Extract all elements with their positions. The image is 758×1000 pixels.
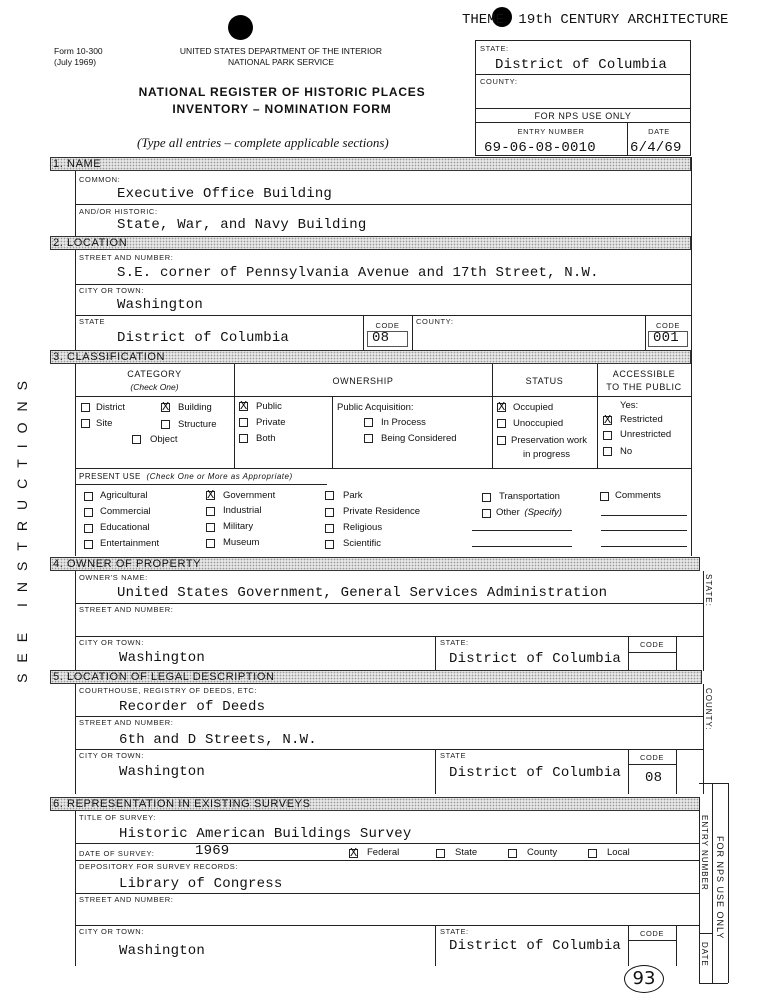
common-name-label: COMMON: [79,175,121,184]
state-code-value: 08 [372,330,390,346]
section-classification-header [50,350,691,364]
legal-code-label: CODE [639,753,665,762]
survey-title-value: Historic American Buildings Survey [119,826,412,842]
government-check-mark: X [207,488,215,502]
section-owner-title: 4. OWNER OF PROPERTY [53,558,202,570]
service-name: NATIONAL PARK SERVICE [228,57,334,67]
private-residence-label: Private Residence [343,506,421,517]
survey-city-value: Washington [119,943,206,959]
courthouse-value: Recorder of Deeds [119,699,266,715]
unoccupied-label: Unoccupied [513,418,564,429]
section-legal-header [50,670,702,684]
public-checkbox[interactable] [239,399,248,413]
military-label: Military [223,521,254,532]
comments-label: Comments [615,490,661,501]
commercial-checkbox[interactable] [84,508,93,517]
transportation-label: Transportation [499,491,560,502]
nps-use-label: FOR NPS USE ONLY [534,111,632,121]
both-label: Both [256,433,276,444]
industrial-checkbox[interactable] [206,507,215,516]
public-acquisition-label: Public Acquisition: [337,402,414,413]
no-checkbox[interactable] [603,447,612,456]
ink-blot [228,15,253,40]
status-header: STATUS [525,376,564,386]
county-box-label: COUNTY: [480,77,518,86]
educational-label: Educational [100,522,150,533]
present-use-label: PRESENT USE [79,472,141,481]
unrestricted-checkbox[interactable] [603,431,612,440]
private-residence-checkbox[interactable] [325,508,334,517]
county-survey-checkbox[interactable] [508,849,517,858]
museum-checkbox[interactable] [206,539,215,548]
state-tab-label: STATE: [704,574,713,607]
federal-label: Federal [367,847,400,858]
see-instructions-label: SEE INSTRUCTIONS [14,370,30,683]
theme-value: 19th CENTURY ARCHITECTURE [518,12,729,28]
unoccupied-checkbox[interactable] [497,419,506,428]
no-label: No [620,446,633,457]
federal-check-mark: X [350,846,358,860]
legal-code-value: 08 [645,770,663,786]
industrial-label: Industrial [223,505,262,516]
depository-value: Library of Congress [119,876,283,892]
state-survey-label: State [455,847,478,858]
entry-number-tab-label: ENTRY NUMBER [700,815,709,891]
preservation-label-2: in progress [523,449,570,460]
being-considered-label: Being Considered [381,433,457,444]
entry-number-value: 69-06-08-0010 [484,140,596,156]
check-one-note: (Check One) [130,382,179,392]
site-label: Site [96,418,113,429]
legal-street-value: 6th and D Streets, N.W. [119,732,317,748]
site-checkbox[interactable] [81,419,90,428]
agricultural-checkbox[interactable] [84,492,93,501]
date-tab-label: DATE [700,942,709,967]
survey-street-label: STREET AND NUMBER: [79,895,174,904]
section-legal-title: 5. LOCATION OF LEGAL DESCRIPTION [53,671,275,683]
building-check-mark: X [162,400,170,414]
county-survey-label: County [527,847,558,858]
park-checkbox[interactable] [325,491,334,500]
accessible-header-2: TO THE PUBLIC [606,382,682,392]
survey-city-label: CITY OR TOWN: [79,927,144,936]
page-mark-number: 93 [632,968,656,989]
page-mark [624,965,664,993]
present-use-note: (Check One or More as Appropriate) [146,472,293,481]
occupied-label: Occupied [513,402,554,413]
structure-label: Structure [178,419,217,430]
public-check-mark: X [240,399,248,413]
date-value: 6/4/69 [630,140,682,156]
form-instructions: (Type all entries – complete applicable sections) [137,135,389,150]
owner-state-label: STATE: [440,638,469,647]
restricted-check-mark: X [604,413,612,427]
section-location-title: 2. LOCATION [53,237,128,249]
military-checkbox[interactable] [206,523,215,532]
museum-label: Museum [223,537,260,548]
agency-name: UNITED STATES DEPARTMENT OF THE INTERIOR [179,46,383,56]
survey-date-value: 1969 [195,843,230,859]
category-header: CATEGORY [127,369,182,379]
survey-state-label: STATE: [440,927,469,936]
historic-name-label: AND/OR HISTORIC: [79,207,158,216]
commercial-label: Commercial [100,506,151,517]
owner-city-label: CITY OR TOWN: [79,638,144,647]
owner-state-value: District of Columbia [449,651,622,667]
form-number: Form 10-300 [54,46,103,56]
form-date: (July 1969) [54,57,97,67]
state-label: STATE [79,317,106,326]
unrestricted-label: Unrestricted [620,429,672,440]
county-tab-label: COUNTY: [704,688,713,731]
owner-city-value: Washington [119,650,206,666]
district-checkbox[interactable] [81,403,90,412]
both-checkbox[interactable] [239,434,248,443]
occupied-check-mark: X [498,400,506,414]
object-checkbox[interactable] [132,435,141,444]
in-process-label: In Process [381,417,426,428]
owner-name-value: United States Government, General Services Administration [117,585,608,601]
local-survey-label: Local [607,847,630,858]
legal-street-label: STREET AND NUMBER: [79,718,174,727]
scientific-checkbox[interactable] [325,540,334,549]
object-label: Object [150,434,178,445]
private-label: Private [256,417,286,428]
state-code-label: CODE [375,321,400,330]
private-checkbox[interactable] [239,418,248,427]
local-survey-checkbox[interactable] [588,849,597,858]
comments-checkbox[interactable] [600,492,609,501]
street-value: S.E. corner of Pennsylvania Avenue and 17th Street, N.W. [117,265,599,281]
being-considered-checkbox[interactable] [364,434,373,443]
section-location-header [50,236,691,250]
occupied-checkbox[interactable] [497,400,506,414]
section-name-header [50,157,691,171]
yes-label: Yes: [620,400,639,411]
state-box-value: District of Columbia [495,57,668,73]
other-text: Other [496,507,520,518]
specify-text: (Specify) [524,507,562,518]
city-label: CITY OR TOWN: [79,286,144,295]
religious-checkbox[interactable] [325,524,334,533]
structure-checkbox[interactable] [161,420,170,429]
section-classification-title: 3. CLASSIFICATION [53,351,166,363]
date-label: DATE [648,127,670,136]
survey-state-value: District of Columbia [449,938,622,954]
county-code-value: 001 [653,330,679,346]
religious-label: Religious [343,522,383,533]
common-name-value: Executive Office Building [117,186,333,202]
depository-label: DEPOSITORY FOR SURVEY RECORDS: [79,862,239,871]
park-label: Park [343,490,363,501]
state-box-label: STATE: [480,44,509,53]
educational-checkbox[interactable] [84,524,93,533]
county-label: COUNTY: [416,317,454,326]
section-surveys-title: 6. REPRESENTATION IN EXISTING SURVEYS [53,798,311,810]
entertainment-checkbox[interactable] [84,540,93,549]
other-checkbox[interactable] [482,509,491,518]
theme-text: THEME [462,12,505,28]
scientific-label: Scientific [343,538,382,549]
nps-use-tab-label: FOR NPS USE ONLY [715,836,725,940]
state-value: District of Columbia [117,330,290,346]
theme-label [462,12,728,28]
entertainment-label: Entertainment [100,538,160,549]
government-checkbox[interactable] [206,488,215,502]
agricultural-label: Agricultural [100,490,148,501]
building-checkbox[interactable] [161,400,170,414]
legal-city-value: Washington [119,764,206,780]
public-label: Public [256,401,282,412]
in-process-checkbox[interactable] [364,418,373,427]
legal-city-label: CITY OR TOWN: [79,751,144,760]
owner-name-label: OWNER'S NAME: [79,573,148,582]
street-label: STREET AND NUMBER: [79,253,174,262]
accessible-header: ACCESSIBLE [612,369,676,379]
restricted-checkbox[interactable] [603,413,612,427]
ownership-header: OWNERSHIP [332,376,394,386]
owner-street-label: STREET AND NUMBER: [79,605,174,614]
building-label: Building [178,402,212,413]
district-label: District [96,402,126,413]
survey-code-label: CODE [639,929,665,938]
present-use-header [79,472,293,481]
entry-number-label: ENTRY NUMBER [517,127,585,136]
form-subtitle: INVENTORY – NOMINATION FORM [172,102,392,116]
transportation-checkbox[interactable] [482,493,491,502]
owner-code-label: CODE [639,640,665,649]
historic-name-value: State, War, and Navy Building [117,217,367,233]
other-label [496,507,562,518]
survey-title-label: TITLE OF SURVEY: [79,813,156,822]
county-code-label: CODE [655,321,681,330]
section-name-title: 1. NAME [53,158,102,170]
city-value: Washington [117,297,204,313]
courthouse-label: COURTHOUSE, REGISTRY OF DEEDS, ETC: [79,686,258,695]
preservation-label: Preservation work [511,435,588,446]
restricted-label: Restricted [620,414,663,425]
survey-date-label: DATE OF SURVEY: [79,849,155,858]
form-title: NATIONAL REGISTER OF HISTORIC PLACES [138,85,426,99]
section-owner-header [50,557,700,571]
preservation-checkbox[interactable] [497,436,506,445]
legal-state-label: STATE [440,751,467,760]
legal-state-value: District of Columbia [449,765,622,781]
government-label: Government [223,490,276,501]
section-surveys-header [50,797,700,811]
state-survey-checkbox[interactable] [436,849,445,858]
federal-checkbox[interactable] [349,846,358,860]
